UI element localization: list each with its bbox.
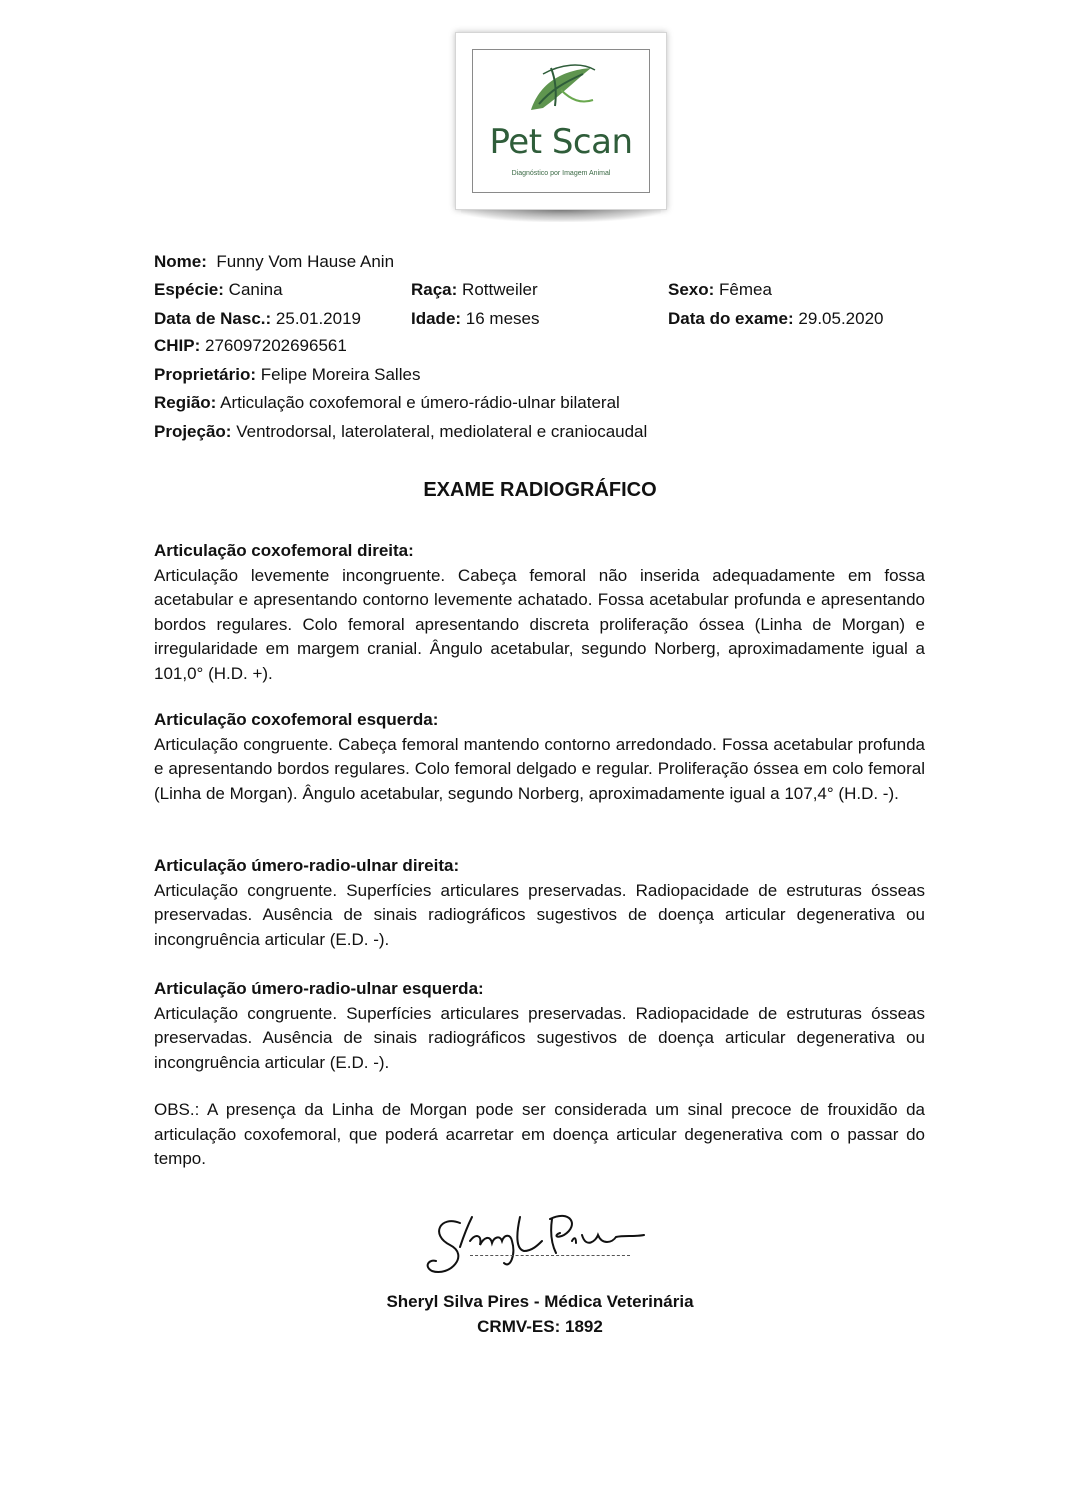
breed-field: [411, 279, 538, 301]
breed-label: Raça:: [411, 280, 458, 299]
exam-date-field: [668, 308, 884, 330]
section-body: Articulação congruente. Cabeça femoral mantendo contorno arredondado. Fossa acetabular profunda e apresentando bordos regulares. Colo femoral delgado e regular. Proliferação óssea em colo femoral (Linha de Morgan). Ângulo acetabular, segundo Norberg, aproximadamente igual a 107,4° (H.D. -).: [154, 734, 925, 803]
projection-label: Projeção:: [154, 422, 232, 441]
signature-line: [470, 1255, 630, 1256]
region-label: Região:: [154, 393, 217, 412]
exam-date-label: Data do exame:: [668, 309, 794, 328]
chip-value: 276097202696561: [205, 336, 347, 355]
sex-label: Sexo:: [668, 280, 715, 299]
age-label: Idade:: [411, 309, 462, 328]
dob-value: 25.01.2019: [275, 309, 361, 328]
section-left-hip: [154, 708, 925, 806]
exam-date-value: 29.05.2020: [798, 309, 884, 328]
section-heading: Articulação úmero-radio-ulnar direita:: [154, 856, 460, 875]
section-right-hip: [154, 539, 925, 686]
section-body: Articulação levemente incongruente. Cabeça femoral não inserida adequadamente em fossa acetabular e apresentando contorno levemente achatado. Fossa acetabular profunda e apresentando bordos regulares. Colo femoral apresentando discreta proliferação óssea (Linha de Morgan) e irregularidade em margem cranial. Ângulo acetabular, segundo Norberg, aproximadamente igual a 101,0° (H.D. +).: [154, 565, 925, 683]
observation-text: OBS.: A presença da Linha de Morgan pode ser considerada um sinal precoce de frouxidão da articulação coxofemoral, que poderá acarretar em doença articular degenerativa com o passar do tempo.: [154, 1100, 925, 1168]
logo-frame: [472, 49, 650, 193]
chip-label: CHIP:: [154, 336, 201, 355]
region-field: [154, 392, 620, 414]
age-value: 16 meses: [465, 309, 540, 328]
handwritten-signature: [420, 1205, 660, 1285]
name-value: Funny Vom Hause Anin: [216, 252, 395, 271]
species-value: Canina: [228, 280, 283, 299]
chip-field: [154, 335, 347, 357]
breed-value: Rottweiler: [462, 280, 538, 299]
age-field: [411, 308, 540, 330]
section-body: Articulação congruente. Superfícies articulares preservadas. Radiopacidade de estruturas ósseas preservadas. Ausência de sinais radiográficos sugestivos de doença articular degenerativa ou incongruência articular (E.D. -).: [154, 880, 925, 949]
section-heading: Articulação coxofemoral esquerda:: [154, 710, 439, 729]
section-body: Articulação congruente. Superfícies articulares preservadas. Radiopacidade de estruturas ósseas preservadas. Ausência de sinais radiográficos sugestivos de doença articular degenerativa ou incongruência articular (E.D. -).: [154, 1003, 925, 1072]
report-title: EXAME RADIOGRÁFICO: [423, 479, 657, 501]
clinic-logo: [455, 32, 667, 222]
species-field: [154, 279, 283, 301]
section-heading: Articulação úmero-radio-ulnar esquerda:: [154, 979, 484, 998]
section-heading: Articulação coxofemoral direita:: [154, 541, 414, 560]
owner-field: [154, 364, 420, 386]
sex-value: Fêmea: [719, 280, 772, 299]
logo-card: [455, 32, 667, 210]
signer-registration: CRMV-ES: 1892: [477, 1317, 603, 1336]
sex-field: [668, 279, 772, 301]
species-label: Espécie:: [154, 280, 224, 299]
logo-tagline: Diagnóstico por Imagem Animal: [511, 170, 611, 177]
section-right-elbow: [154, 854, 925, 952]
logo-brand-text: Pet Scan: [489, 122, 633, 162]
region-value: Articulação coxofemoral e úmero-rádio-ulnar bilateral: [220, 393, 620, 412]
observation: [154, 1098, 925, 1172]
signer-name: Sheryl Silva Pires - Médica Veterinária: [386, 1292, 694, 1311]
projection-value: Ventrodorsal, laterolateral, mediolateral e craniocaudal: [236, 422, 648, 441]
owner-label: Proprietário:: [154, 365, 257, 384]
section-left-elbow: [154, 977, 925, 1075]
dob-field: [154, 308, 361, 330]
name-label: Nome:: [154, 252, 207, 271]
leaf-icon: [521, 60, 601, 120]
projection-field: [154, 421, 647, 443]
owner-value: Felipe Moreira Salles: [260, 365, 421, 384]
dob-label: Data de Nasc.:: [154, 309, 272, 328]
patient-name-row: [154, 251, 394, 273]
